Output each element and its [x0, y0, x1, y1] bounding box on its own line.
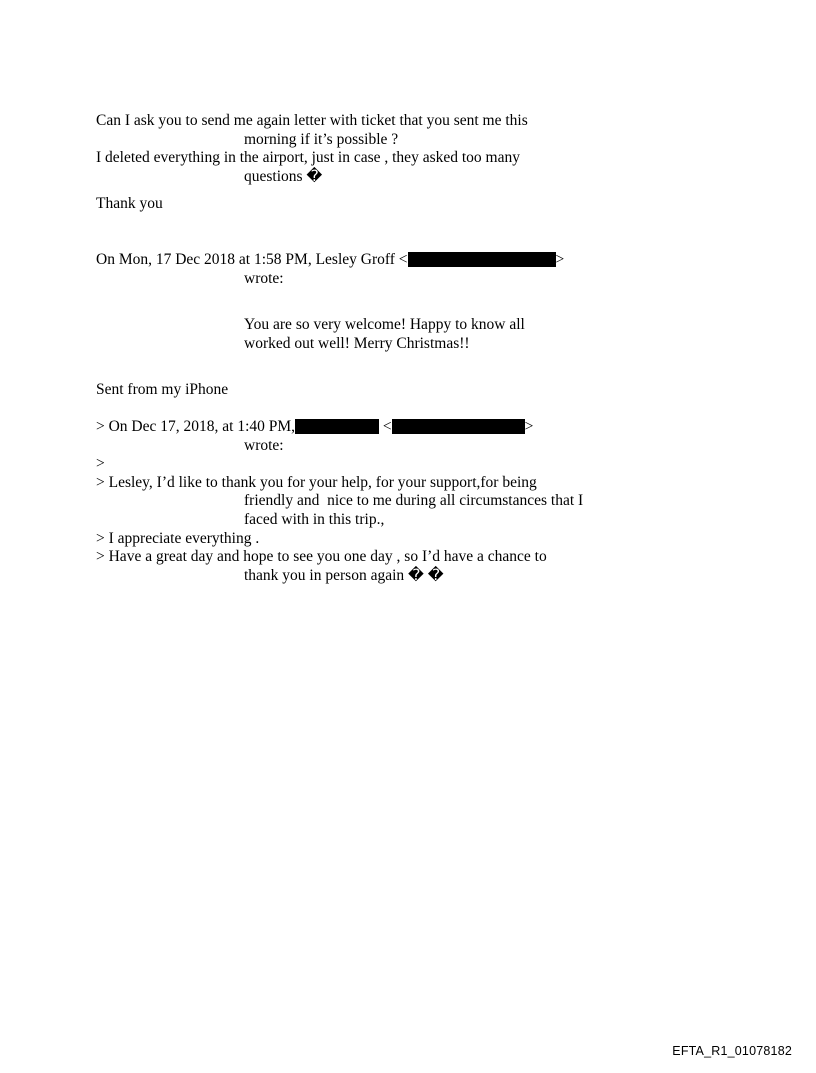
paragraph-request-ticket [96, 112, 716, 149]
quoted-reply-line-1: You are so very welcome! Happy to know all [244, 316, 525, 334]
paragraph-line: I deleted everything in the airport, just in case , they asked too many [96, 149, 520, 167]
paragraph-continuation: thank you in person again � � [244, 566, 444, 584]
quoted-line-empty [96, 455, 716, 474]
redaction-bar-email [392, 419, 525, 434]
redaction-bar-name [295, 419, 379, 434]
redaction-bar-email [408, 252, 556, 267]
paragraph-continuation: questions � [244, 167, 323, 185]
quoted-email-header [96, 418, 716, 437]
paragraph-line: Can I ask you to send me again letter with ticket that you sent me this [96, 112, 528, 129]
quoted-header-wrote: wrote: [244, 436, 284, 454]
quoted-header-suffix: > [524, 417, 534, 435]
paragraph-line: > I appreciate everything . [96, 529, 260, 547]
paragraph-continuation: friendly and nice to me during all circumstances that I [244, 492, 584, 510]
paragraph-line: > Lesley, I’d like to thank you for your help, for your support,for being [96, 473, 537, 491]
spacer [96, 400, 716, 418]
email-body [96, 112, 716, 585]
quoted-line-appreciate [96, 530, 716, 549]
paragraph-line: > Have a great day and hope to see you one day , so I’d have a chance to [96, 548, 547, 566]
bates-number: EFTA_R1_01078182 [672, 1044, 792, 1058]
spacer [96, 214, 716, 251]
spacer [96, 353, 716, 381]
quoted-line-great-day [96, 548, 716, 585]
quoted-line-thanks-support [96, 474, 716, 511]
quoted-reply-line-2: worked out well! Merry Christmas!! [244, 334, 470, 352]
quoted-header-middle: < [382, 417, 392, 435]
paragraph-thank-you [96, 195, 716, 214]
paragraph-line: Thank you [96, 195, 163, 213]
signature-line: Sent from my iPhone [96, 381, 229, 399]
quoted-header-prefix: > On Dec 17, 2018, at 1:40 PM, [96, 417, 296, 435]
reply-header [96, 251, 716, 270]
paragraph-line: > [96, 455, 105, 473]
spacer [96, 288, 716, 316]
reply-header-suffix: > [555, 250, 565, 268]
quoted-line-faced-trip: faced with in this trip., [244, 510, 385, 528]
spacer [96, 186, 716, 195]
reply-header-prefix: On Mon, 17 Dec 2018 at 1:58 PM, Lesley Groff < [96, 250, 408, 268]
paragraph-continuation: morning if it’s possible ? [244, 130, 399, 148]
reply-header-wrote: wrote: [244, 269, 284, 287]
paragraph-deleted-everything [96, 149, 716, 186]
